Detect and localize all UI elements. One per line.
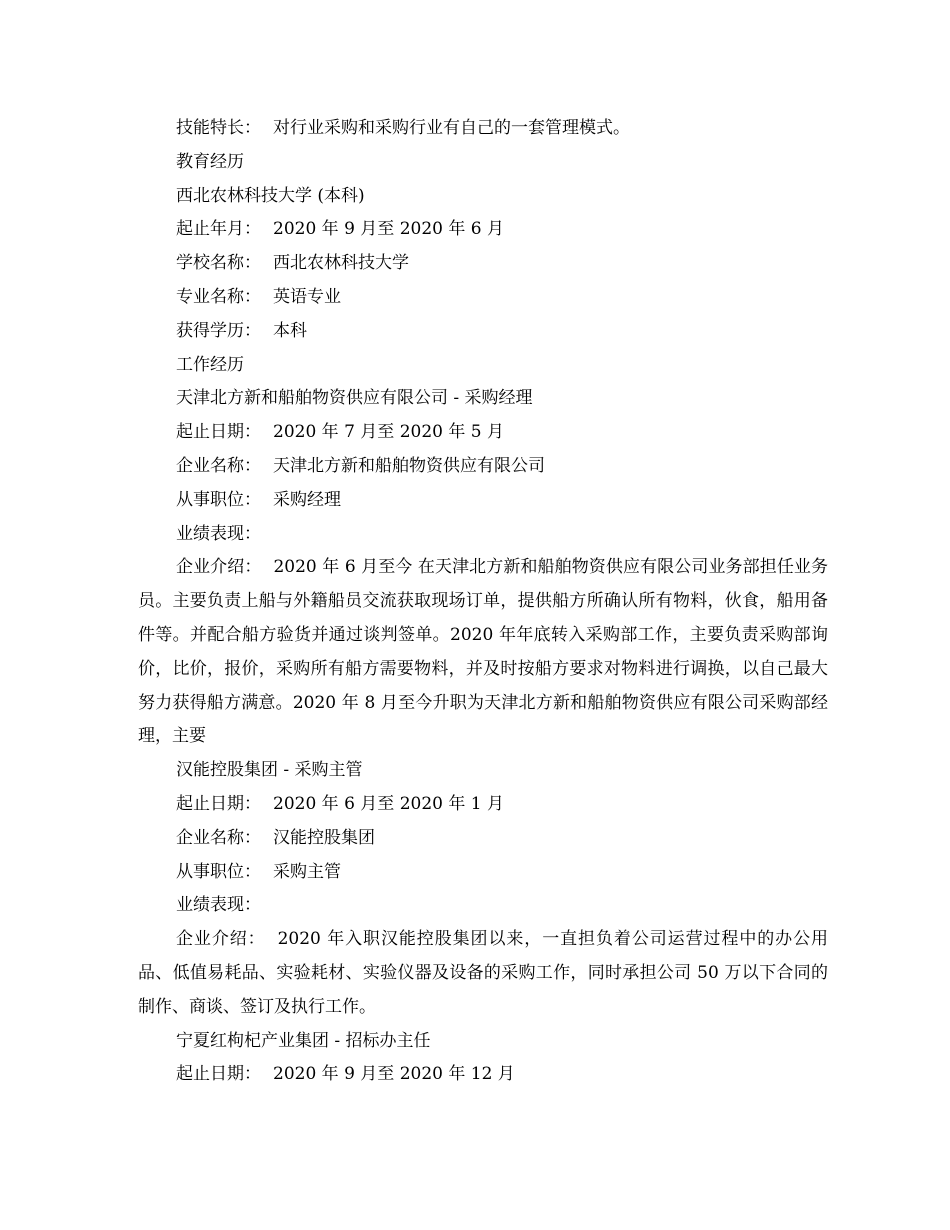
- field-label: 起止年月：: [176, 219, 261, 240]
- skills-label: 技能特长：: [176, 118, 261, 138]
- field-label: 专业名称：: [176, 286, 261, 307]
- job-title: 宁夏红枸杞产业集团 - 招标办主任: [176, 1030, 431, 1051]
- field-label: 起止日期：: [176, 422, 261, 443]
- field-value: 天津北方新和船舶物资供应有限公司: [273, 455, 545, 476]
- job-date-row: [138, 416, 828, 450]
- field-value: 西北农林科技大学: [273, 253, 409, 274]
- field-value: 英语专业: [273, 286, 341, 307]
- field-label: 学校名称：: [176, 253, 261, 274]
- job-intro-paragraph: [138, 551, 828, 754]
- field-value: 采购主管: [273, 861, 341, 882]
- resume-content: [138, 112, 828, 1092]
- field-label: 从事职位：: [176, 489, 261, 510]
- education-degree-row: [138, 315, 828, 349]
- education-heading: 教育经历: [176, 151, 244, 172]
- education-school-heading: 西北农林科技大学 (本科): [176, 185, 365, 206]
- field-label: 企业名称：: [176, 827, 261, 848]
- field-label: 起止日期：: [176, 1064, 261, 1085]
- field-label: 企业名称：: [176, 455, 261, 476]
- intro-label: 企业介绍：: [176, 557, 262, 578]
- job-performance-row: [138, 518, 828, 552]
- skills-value: 对行业采购和采购行业有自己的一套管理模式。: [273, 118, 630, 138]
- work-heading: 工作经历: [176, 354, 244, 375]
- job-performance-row: [138, 889, 828, 923]
- field-label: 业绩表现：: [176, 895, 261, 916]
- job-intro-paragraph: [138, 923, 828, 1024]
- field-value: 2020 年 9 月至 2020 年 6 月: [273, 219, 504, 240]
- intro-label: 企业介绍：: [176, 929, 266, 950]
- field-value: 2020 年 7 月至 2020 年 5 月: [273, 422, 504, 443]
- field-value: 2020 年 9 月至 2020 年 12 月: [273, 1064, 515, 1085]
- education-major-row: [138, 281, 828, 315]
- skills-row: [138, 112, 828, 146]
- education-period-row: [138, 213, 828, 247]
- education-school-row: [138, 247, 828, 281]
- job-date-row: [138, 788, 828, 822]
- field-value: 本科: [273, 320, 307, 341]
- job-title: 天津北方新和船舶物资供应有限公司 - 采购经理: [176, 388, 533, 409]
- field-label: 业绩表现：: [176, 523, 261, 544]
- job-position-row: [138, 484, 828, 518]
- job-company-row: [138, 822, 828, 856]
- intro-value: 2020 年入职汉能控股集团以来，一直担负着公司运营过程中的办公用品、低值易耗品、实验耗材、实验仪器及设备的采购工作，同时承担公司 50 万以下合同的制作、商谈、签订及执行工作。: [138, 929, 829, 1017]
- job-company-row: [138, 450, 828, 484]
- field-label: 获得学历：: [176, 320, 261, 341]
- job-position-row: [138, 856, 828, 890]
- field-value: 汉能控股集团: [273, 827, 375, 848]
- field-label: 从事职位：: [176, 861, 261, 882]
- intro-value: 2020 年 6 月至今 在天津北方新和船舶物资供应有限公司业务部担任业务员。主要负责上船与外籍船员交流获取现场订单，提供船方所确认所有物料，伙食，船用备件等。并配合船方验货并通过谈判签单。2020 年年底转入采购部工作，主要负责采购部询价，比价，报价，采购所有船方需要物料，并及时按船方要求对物料进行调换，以自己最大努力获得船方满意。2020 年 8 月至今升职为天津北方新和船舶物资供应有限公司采购部经理，主要: [138, 557, 829, 747]
- field-value: 采购经理: [273, 489, 341, 510]
- job-date-row: [138, 1058, 828, 1092]
- field-value: 2020 年 6 月至 2020 年 1 月: [273, 793, 504, 814]
- job-title: 汉能控股集团 - 采购主管: [176, 760, 363, 781]
- field-label: 起止日期：: [176, 793, 261, 814]
